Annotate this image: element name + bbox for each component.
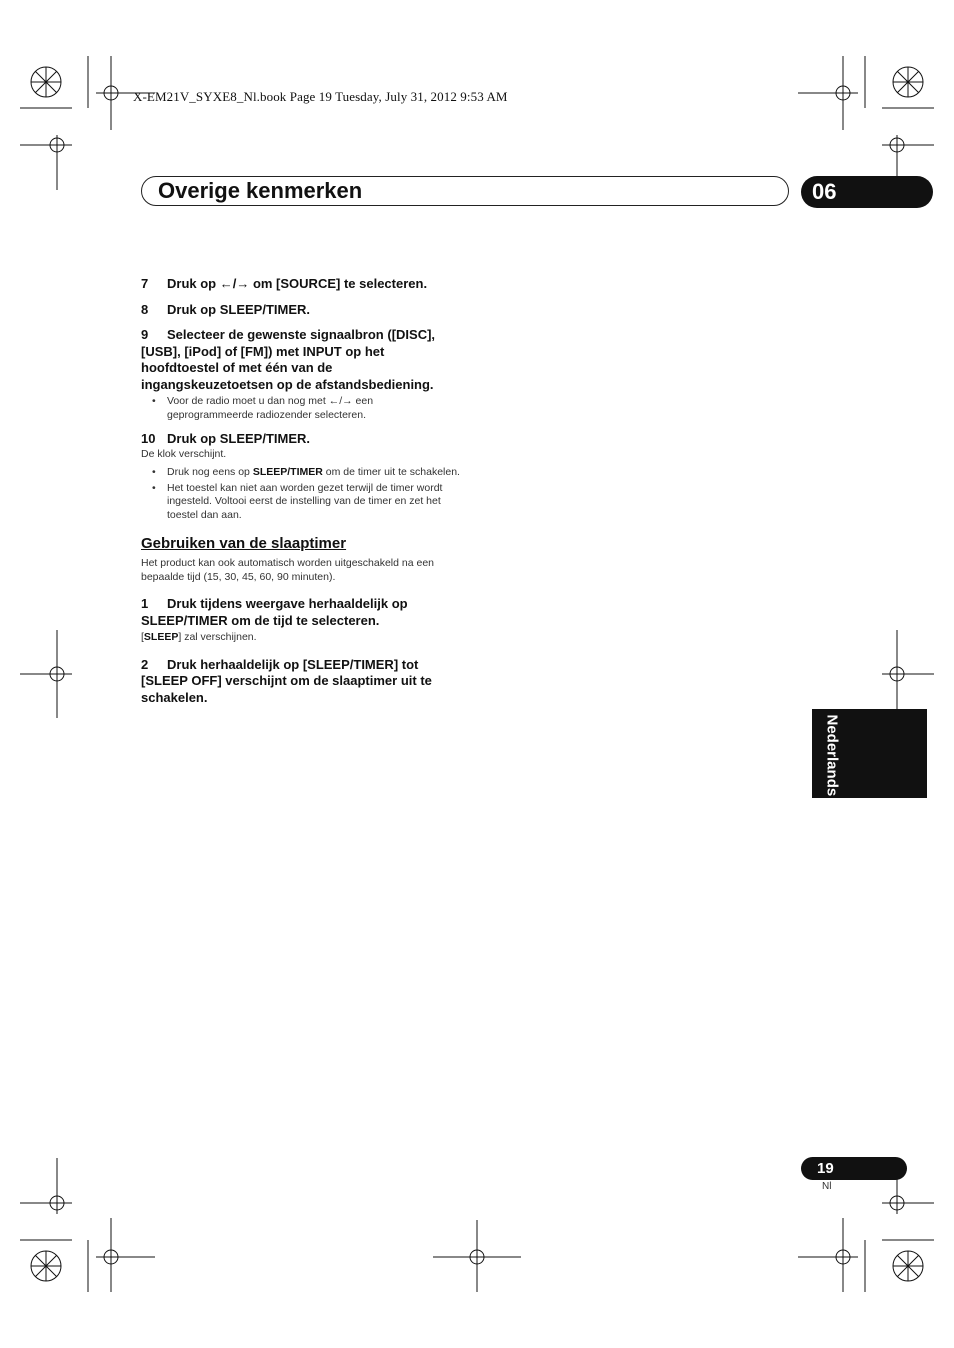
step-8 [141,302,461,319]
step-text: Druk op ←/→ om [SOURCE] te selecteren. [167,276,428,291]
section-intro: Het product kan ook automatisch worden uitgeschakeld na een bepaalde tijd (15, 30, 45, 60, 90 minuten). [141,557,435,583]
rosette-top-left [31,67,61,97]
step-number: 8 [141,301,149,317]
bullet-icon: • [152,481,156,494]
step-9-notes [141,395,461,422]
language-label: Nederlands [823,714,841,797]
step-number: 10 [141,431,156,446]
step-number: 1 [141,596,149,611]
sleep-step-2 [141,657,461,707]
step-text: Druk herhaaldelijk op [SLEEP/TIMER] tot [SLEEP OFF] verschijnt om de slaaptimer uit te schakelen. [141,656,432,705]
bullet-icon: • [152,466,156,478]
step-10-notes [141,466,461,522]
book-file-info: X-EM21V_SYXE8_Nl.book Page 19 Tuesday, July 31, 2012 9:53 AM [133,89,508,104]
sleep-step-1-note: [SLEEP] zal verschijnen. [141,631,257,643]
page-number: 19 [817,1160,834,1177]
step-number: 2 [141,656,149,672]
section-heading: Gebruiken van de slaaptimer [141,535,347,552]
list-item: • Het toestel kan niet aan worden gezet terwijl de timer wordt ingesteld. Voltooi eerst de instelling van de timer en zet het toestel dan aan. [152,481,443,521]
chapter-number: 06 [812,179,837,204]
step-7 [141,276,461,293]
chapter-title: Overige kenmerken [158,178,363,203]
bullet-icon: • [152,395,156,407]
step-10-note: De klok verschijnt. [141,447,227,460]
sleep-step-1 [141,596,461,629]
step-10 [141,431,461,448]
step-text: Selecteer de gewenste signaalbron ([DISC], [USB], [iPod] of [FM]) met INPUT op het hoofdtoestel of met één van de ingangskeuzetoetsen op de afstandsbediening. [141,327,436,392]
list-item: • Voor de radio moet u dan nog met ←/→ een geprogrammeerde radiozender selecteren. [152,395,374,421]
step-9 [141,327,461,393]
step-text: Druk tijdens weergave herhaaldelijk op SLEEP/TIMER om de tijd te selecteren. [141,596,408,628]
step-text: Druk op SLEEP/TIMER. [167,431,311,446]
step-number: 9 [141,327,149,342]
main-content [141,276,461,706]
page-language-code: Nl [822,1181,832,1192]
list-item: • Druk nog eens op SLEEP/TIMER om de timer uit te schakelen. [152,466,460,478]
step-text: Druk op SLEEP/TIMER. [167,301,311,317]
step-number: 7 [141,276,149,291]
